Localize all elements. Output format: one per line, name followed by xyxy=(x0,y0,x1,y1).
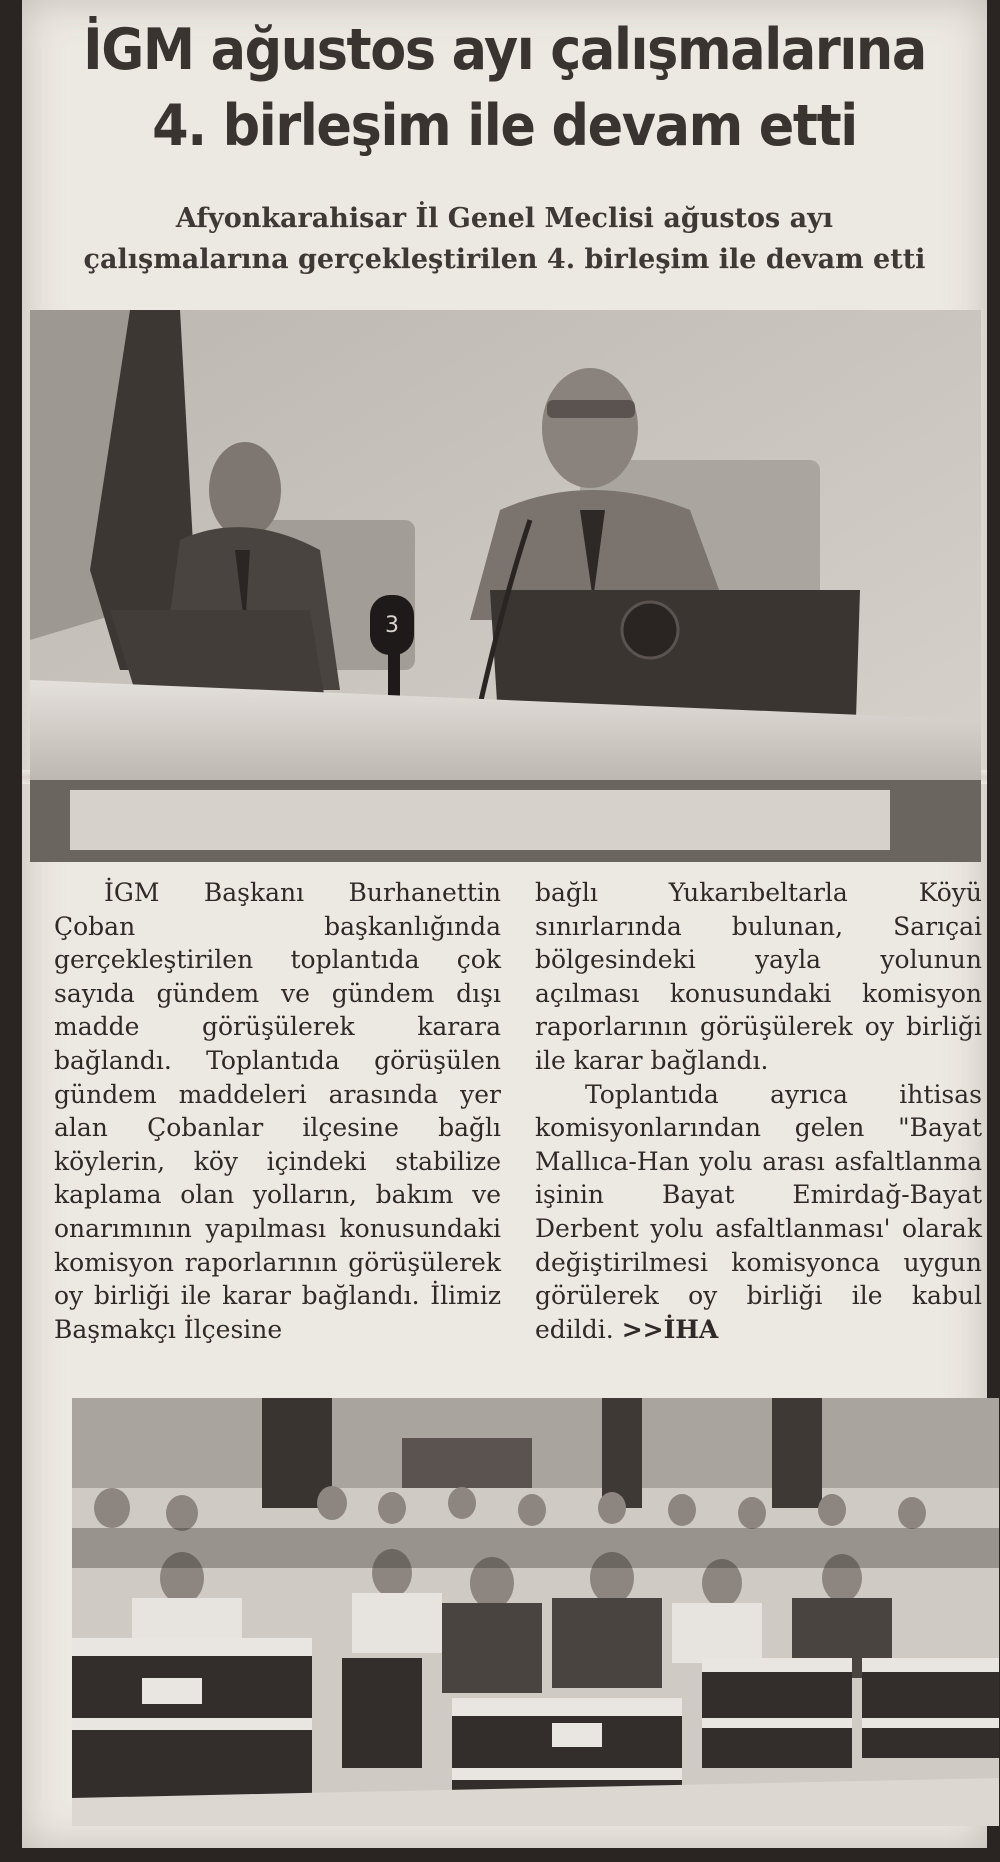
headline-line-1: İGM ağustos ayı çalışmalarına xyxy=(83,17,926,83)
article-paragraph-text: Toplantıda ayrıca ihtisas komisyonlarından gelen "Bayat Mallıca-Han yolu arası asfaltlanma işinin Bayat Emirdağ-Bayat Derbent yolu asfaltlanması' olarak değiştirilmesi komisyonca uygun görülerek oy birliği ile kabul edildi. xyxy=(535,1079,982,1344)
podium-photo-illustration xyxy=(30,310,981,862)
article-paragraph xyxy=(535,1078,982,1347)
article-paragraph: İGM Başkanı Burhanettin Çoban başkanlığında gerçekleştirilen toplantıda çok sayıda gündem ve gündem dışı madde görüşülerek karara bağlandı. Toplantıda görüşülen gündem maddeleri arasında yer alan Çobanlar ilçesine bağlı köylerin, köy içindeki stabilize kaplama olan yolların, bakım ve onarımının yapılması konusundaki komisyon raporlarının görüşülerek oy birliği ile karar bağlandı. İlimiz Başmakçı İlçesine xyxy=(54,878,501,1344)
subheadline xyxy=(32,198,977,280)
news-agency-credit: >>İHA xyxy=(621,1314,719,1344)
subheadline-line-2: çalışmalarına gerçekleştirilen 4. birleşim ile devam etti xyxy=(83,244,926,275)
headline-line-2: 4. birleşim ile devam etti xyxy=(152,93,857,159)
newspaper-page xyxy=(22,0,987,1848)
photo-council-members xyxy=(72,1398,999,1826)
article-column-1 xyxy=(54,876,501,1381)
assembly-photo-illustration xyxy=(72,1398,999,1826)
article-column-2 xyxy=(535,876,982,1381)
photo-council-podium xyxy=(30,310,981,862)
microphone-number: 3 xyxy=(385,613,399,638)
article-paragraph-continued: bağlı Yukarıbeltarla Köyü sınırlarında bulunan, Sarıçai bölgesindeki yayla yolunun açılması konusundaki komisyon raporlarının görüşülerek oy birliği ile karar bağlandı. xyxy=(535,878,982,1075)
subheadline-line-1: Afyonkarahisar İl Genel Meclisi ağustos ayı xyxy=(175,203,834,234)
headline xyxy=(70,12,939,164)
article-body xyxy=(54,876,982,1381)
